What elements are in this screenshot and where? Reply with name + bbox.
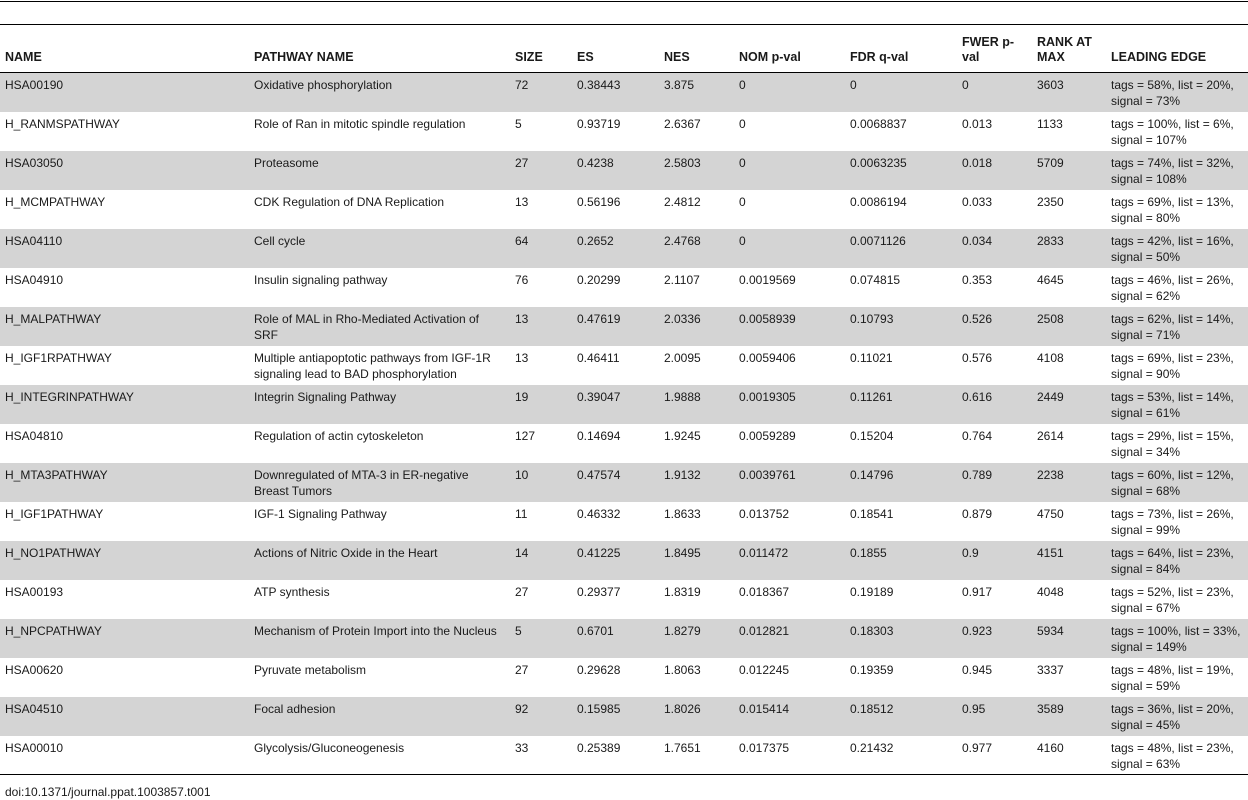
fwer-pval-cell: 0.616 bbox=[962, 389, 993, 404]
es-cell: 0.4238 bbox=[577, 155, 614, 170]
es-cell: 0.46411 bbox=[577, 350, 620, 365]
pathway-name-cell: IGF-1 Signaling Pathway bbox=[254, 506, 387, 521]
fwer-pval-cell: 0.526 bbox=[962, 311, 993, 326]
size-cell: 19 bbox=[515, 389, 529, 404]
es-cell: 0.38443 bbox=[577, 78, 621, 92]
nom-pval-cell: 0.015414 bbox=[739, 701, 790, 716]
nes-cell: 2.5803 bbox=[664, 155, 701, 170]
rank-at-max-cell: 2449 bbox=[1037, 389, 1064, 404]
es-cell: 0.15985 bbox=[577, 701, 621, 716]
es-cell: 0.46332 bbox=[577, 506, 621, 521]
nes-cell: 1.8319 bbox=[664, 584, 701, 599]
nom-pval-cell: 0 bbox=[739, 233, 746, 248]
nes-cell: 2.6367 bbox=[664, 116, 701, 131]
nes-cell: 1.8063 bbox=[664, 662, 701, 677]
nes-cell: 1.8026 bbox=[664, 701, 701, 716]
es-cell: 0.47619 bbox=[577, 311, 621, 326]
nom-pval-cell: 0 bbox=[739, 194, 746, 209]
name-cell: HSA00010 bbox=[0, 736, 249, 775]
name-cell: H_INTEGRINPATHWAY bbox=[5, 389, 134, 404]
table-row bbox=[0, 112, 1248, 151]
fdr-qval-cell: 0.18303 bbox=[850, 623, 894, 638]
fdr-qval-cell: 0.15204 bbox=[850, 428, 894, 443]
size-cell: 72 bbox=[515, 78, 529, 92]
rank-at-max-cell: 2350 bbox=[1037, 194, 1064, 209]
table-doi-caption: doi:10.1371/journal.ppat.1003857.t001 bbox=[5, 785, 211, 799]
leading-edge-cell: tags = 46%, list = 26%, signal = 62% bbox=[1111, 272, 1234, 303]
col-header-nom-pval: NOM p-val bbox=[734, 25, 845, 73]
table-row bbox=[0, 697, 1248, 736]
es-cell: 0.2652 bbox=[577, 233, 614, 248]
leading-edge-cell: tags = 48%, list = 23%, signal = 63% bbox=[1106, 736, 1248, 775]
fwer-pval-cell: 0.018 bbox=[962, 155, 993, 170]
col-header-name: NAME bbox=[0, 25, 249, 73]
pathway-name-cell: Regulation of actin cytoskeleton bbox=[254, 428, 424, 443]
leading-edge-cell: tags = 42%, list = 16%, signal = 50% bbox=[1111, 233, 1234, 264]
fwer-pval-cell: 0.789 bbox=[962, 467, 993, 482]
pathway-name-cell: Actions of Nitric Oxide in the Heart bbox=[254, 545, 438, 560]
nom-pval-cell: 0.013752 bbox=[739, 506, 790, 521]
nes-cell: 2.0336 bbox=[664, 311, 701, 326]
table-row bbox=[0, 658, 1248, 697]
pathway-name-cell: Integrin Signaling Pathway bbox=[254, 389, 397, 404]
size-cell: 33 bbox=[510, 736, 572, 775]
table-row bbox=[0, 229, 1248, 268]
fdr-qval-cell: 0.10793 bbox=[850, 311, 894, 326]
size-cell: 127 bbox=[515, 428, 536, 443]
size-cell: 10 bbox=[515, 467, 529, 482]
nom-pval-cell: 0.0059406 bbox=[739, 350, 796, 365]
size-cell: 27 bbox=[515, 155, 529, 170]
rank-at-max-cell: 2833 bbox=[1037, 233, 1064, 248]
pathway-name-cell: Pyruvate metabolism bbox=[254, 662, 367, 677]
fdr-qval-cell: 0.0071126 bbox=[850, 233, 906, 248]
results-table-container bbox=[0, 24, 1248, 775]
name-cell: HSA00193 bbox=[5, 584, 64, 599]
rank-at-max-cell: 4645 bbox=[1037, 272, 1064, 287]
nes-cell: 1.9245 bbox=[664, 428, 701, 443]
pathway-name-cell: Downregulated of MTA-3 in ER-negative Breast Tumors bbox=[254, 467, 469, 498]
leading-edge-cell: tags = 64%, list = 23%, signal = 84% bbox=[1111, 545, 1234, 576]
fwer-pval-cell: 0.945 bbox=[962, 662, 993, 677]
rank-at-max-cell: 2508 bbox=[1037, 311, 1064, 326]
name-cell: H_MTA3PATHWAY bbox=[5, 467, 108, 482]
fwer-pval-cell: 0.353 bbox=[962, 272, 993, 287]
leading-edge-cell: tags = 36%, list = 20%, signal = 45% bbox=[1111, 701, 1234, 732]
col-header-nes: NES bbox=[659, 25, 734, 73]
name-cell: HSA00620 bbox=[5, 662, 64, 677]
name-cell: H_RANMSPATHWAY bbox=[5, 116, 120, 131]
leading-edge-cell: tags = 48%, list = 19%, signal = 59% bbox=[1111, 662, 1234, 693]
nes-cell: 1.8279 bbox=[664, 623, 701, 638]
es-cell: 0.41225 bbox=[577, 545, 621, 560]
leading-edge-cell: tags = 52%, list = 23%, signal = 67% bbox=[1111, 584, 1234, 615]
nom-pval-cell: 0 bbox=[739, 78, 746, 92]
name-cell: HSA04510 bbox=[5, 701, 64, 716]
leading-edge-cell: tags = 69%, list = 23%, signal = 90% bbox=[1111, 350, 1234, 381]
rank-at-max-cell: 4151 bbox=[1037, 545, 1064, 560]
fdr-qval-cell: 0.18541 bbox=[850, 506, 894, 521]
name-cell: HSA03050 bbox=[5, 155, 64, 170]
fdr-qval-cell: 0.074815 bbox=[850, 272, 901, 287]
size-cell: 92 bbox=[515, 701, 529, 716]
fwer-pval-cell: 0.9 bbox=[962, 545, 979, 560]
nom-pval-cell: 0.011472 bbox=[739, 545, 789, 560]
table-row bbox=[0, 73, 1248, 112]
fdr-qval-cell: 0.0063235 bbox=[850, 155, 907, 170]
es-cell: 0.20299 bbox=[577, 272, 621, 287]
rank-at-max-cell: 3603 bbox=[1037, 78, 1064, 92]
pathway-name-cell: Multiple antiapoptotic pathways from IGF-1R signaling lead to BAD phosphorylation bbox=[254, 350, 491, 381]
rank-at-max-cell: 2238 bbox=[1037, 467, 1064, 482]
size-cell: 76 bbox=[515, 272, 529, 287]
name-cell: H_IGF1RPATHWAY bbox=[5, 350, 112, 365]
name-cell: HSA04910 bbox=[5, 272, 64, 287]
nom-pval-cell: 0.012821 bbox=[739, 623, 790, 638]
size-cell: 27 bbox=[515, 584, 529, 599]
fwer-pval-cell: 0.034 bbox=[962, 233, 993, 248]
fwer-pval-cell: 0.923 bbox=[962, 623, 993, 638]
rank-at-max-cell: 4750 bbox=[1037, 506, 1064, 521]
es-cell: 0.14694 bbox=[577, 428, 621, 443]
fdr-qval-cell: 0 bbox=[850, 78, 857, 92]
size-cell: 11 bbox=[515, 506, 528, 521]
name-cell: H_MALPATHWAY bbox=[5, 311, 102, 326]
nom-pval-cell: 0 bbox=[739, 155, 746, 170]
size-cell: 5 bbox=[515, 116, 522, 131]
es-cell: 0.39047 bbox=[577, 389, 621, 404]
rank-at-max-cell: 4108 bbox=[1037, 350, 1064, 365]
rank-at-max-cell: 5709 bbox=[1037, 155, 1064, 170]
rank-at-max-cell: 2614 bbox=[1037, 428, 1064, 443]
nom-pval-cell: 0.017375 bbox=[734, 736, 845, 775]
nom-pval-cell: 0.0058939 bbox=[739, 311, 796, 326]
es-cell: 0.29628 bbox=[577, 662, 621, 677]
header-row bbox=[0, 25, 1248, 73]
table-row bbox=[0, 307, 1248, 346]
pathway-name-cell: CDK Regulation of DNA Replication bbox=[254, 194, 445, 209]
rank-at-max-cell: 5934 bbox=[1037, 623, 1064, 638]
size-cell: 13 bbox=[515, 311, 529, 326]
table-body bbox=[0, 73, 1248, 775]
size-cell: 13 bbox=[515, 350, 529, 365]
table-row bbox=[0, 151, 1248, 190]
fwer-pval-cell: 0.576 bbox=[962, 350, 993, 365]
es-cell: 0.56196 bbox=[577, 194, 621, 209]
nes-cell: 1.8633 bbox=[664, 506, 701, 521]
col-header-es: ES bbox=[572, 25, 659, 73]
nom-pval-cell: 0.0019569 bbox=[739, 272, 796, 287]
rank-at-max-cell: 4160 bbox=[1032, 736, 1106, 775]
table-row bbox=[0, 268, 1248, 307]
rank-at-max-cell: 4048 bbox=[1037, 584, 1064, 599]
es-cell: 0.29377 bbox=[577, 584, 621, 599]
fdr-qval-cell: 0.0068837 bbox=[850, 116, 907, 131]
name-cell: H_MCMPATHWAY bbox=[5, 194, 106, 209]
nom-pval-cell: 0 bbox=[739, 116, 746, 131]
pathway-name-cell: ATP synthesis bbox=[254, 584, 330, 599]
gsea-results-table bbox=[0, 24, 1248, 775]
fwer-pval-cell: 0.917 bbox=[962, 584, 993, 599]
nes-cell: 2.0095 bbox=[664, 350, 701, 365]
table-header bbox=[0, 25, 1248, 73]
nes-cell: 2.4768 bbox=[664, 233, 701, 248]
es-cell: 0.6701 bbox=[577, 623, 614, 638]
nes-cell: 2.1107 bbox=[664, 272, 700, 287]
table-row bbox=[0, 580, 1248, 619]
table-row bbox=[0, 463, 1248, 502]
fwer-pval-cell: 0.977 bbox=[957, 736, 1032, 775]
col-header-rank-at-max: RANK AT MAX bbox=[1032, 25, 1106, 73]
fdr-qval-cell: 0.11261 bbox=[850, 389, 893, 404]
fwer-pval-cell: 0 bbox=[962, 78, 969, 92]
name-cell: H_NPCPATHWAY bbox=[5, 623, 102, 638]
leading-edge-cell: tags = 100%, list = 33%, signal = 149% bbox=[1111, 623, 1241, 654]
name-cell: HSA04810 bbox=[5, 428, 64, 443]
size-cell: 64 bbox=[515, 233, 529, 248]
size-cell: 5 bbox=[515, 623, 522, 638]
pathway-name-cell: Cell cycle bbox=[254, 233, 306, 248]
col-header-size: SIZE bbox=[510, 25, 572, 73]
fwer-pval-cell: 0.764 bbox=[962, 428, 993, 443]
name-cell: H_IGF1PATHWAY bbox=[5, 506, 104, 521]
nes-cell: 1.7651 bbox=[659, 736, 734, 775]
size-cell: 27 bbox=[515, 662, 529, 677]
pathway-name-cell: Role of Ran in mitotic spindle regulation bbox=[254, 116, 466, 131]
pathway-name-cell: Role of MAL in Rho-Mediated Activation of SRF bbox=[254, 311, 480, 342]
leading-edge-cell: tags = 100%, list = 6%, signal = 107% bbox=[1111, 116, 1234, 147]
fdr-qval-cell: 0.14796 bbox=[850, 467, 894, 482]
leading-edge-cell: tags = 29%, list = 15%, signal = 34% bbox=[1111, 428, 1234, 459]
pathway-name-cell: Mechanism of Protein Import into the Nucleus bbox=[254, 623, 497, 638]
leading-edge-cell: tags = 73%, list = 26%, signal = 99% bbox=[1111, 506, 1234, 537]
es-cell: 0.25389 bbox=[572, 736, 659, 775]
leading-edge-cell: tags = 62%, list = 14%, signal = 71% bbox=[1111, 311, 1234, 342]
pathway-name-cell: Oxidative phosphorylation bbox=[254, 78, 393, 92]
fwer-pval-cell: 0.013 bbox=[962, 116, 993, 131]
nom-pval-cell: 0.012245 bbox=[739, 662, 790, 677]
es-cell: 0.93719 bbox=[577, 116, 621, 131]
table-row bbox=[0, 385, 1248, 424]
col-header-fdr-qval: FDR q-val bbox=[845, 25, 957, 73]
fdr-qval-cell: 0.19359 bbox=[850, 662, 894, 677]
name-cell: HSA04110 bbox=[5, 233, 63, 248]
nom-pval-cell: 0.0019305 bbox=[739, 389, 796, 404]
leading-edge-cell: tags = 58%, list = 20%, signal = 73% bbox=[1111, 78, 1234, 108]
table-row bbox=[0, 619, 1248, 658]
fdr-qval-cell: 0.11021 bbox=[850, 350, 893, 365]
nes-cell: 2.4812 bbox=[664, 194, 701, 209]
table-row bbox=[0, 424, 1248, 463]
fwer-pval-cell: 0.95 bbox=[962, 701, 986, 716]
col-header-fwer-pval: FWER p-val bbox=[957, 25, 1032, 73]
size-cell: 14 bbox=[515, 545, 529, 560]
table-row bbox=[0, 346, 1248, 385]
nom-pval-cell: 0.0059289 bbox=[739, 428, 796, 443]
table-row bbox=[0, 541, 1248, 580]
nes-cell: 1.9132 bbox=[664, 467, 701, 482]
nom-pval-cell: 0.018367 bbox=[739, 584, 790, 599]
fdr-qval-cell: 0.19189 bbox=[850, 584, 894, 599]
rank-at-max-cell: 1133 bbox=[1037, 116, 1063, 131]
size-cell: 13 bbox=[515, 194, 529, 209]
fdr-qval-cell: 0.21432 bbox=[845, 736, 957, 775]
leading-edge-cell: tags = 69%, list = 13%, signal = 80% bbox=[1111, 194, 1234, 225]
pathway-name-cell: Focal adhesion bbox=[254, 701, 336, 716]
es-cell: 0.47574 bbox=[577, 467, 621, 482]
leading-edge-cell: tags = 53%, list = 14%, signal = 61% bbox=[1111, 389, 1234, 420]
pathway-name-cell: Insulin signaling pathway bbox=[254, 272, 388, 287]
top-rule bbox=[0, 1, 1248, 2]
nes-cell: 1.8495 bbox=[664, 545, 701, 560]
pathway-name-cell: Proteasome bbox=[254, 155, 319, 170]
fwer-pval-cell: 0.879 bbox=[962, 506, 993, 521]
fdr-qval-cell: 0.18512 bbox=[850, 701, 894, 716]
fdr-qval-cell: 0.1855 bbox=[850, 545, 887, 560]
table-row bbox=[0, 736, 1248, 775]
col-header-leading-edge: LEADING EDGE bbox=[1106, 25, 1248, 73]
table-row bbox=[0, 190, 1248, 229]
rank-at-max-cell: 3589 bbox=[1037, 701, 1064, 716]
col-header-pathway-name: PATHWAY NAME bbox=[249, 25, 510, 73]
fdr-qval-cell: 0.0086194 bbox=[850, 194, 907, 209]
rank-at-max-cell: 3337 bbox=[1037, 662, 1064, 677]
name-cell: H_NO1PATHWAY bbox=[5, 545, 102, 560]
pathway-name-cell: Glycolysis/Gluconeogenesis bbox=[249, 736, 510, 775]
nom-pval-cell: 0.0039761 bbox=[739, 467, 796, 482]
table-row bbox=[0, 502, 1248, 541]
nes-cell: 1.9888 bbox=[664, 389, 701, 404]
nes-cell: 3.875 bbox=[664, 78, 695, 92]
leading-edge-cell: tags = 74%, list = 32%, signal = 108% bbox=[1111, 155, 1234, 186]
fwer-pval-cell: 0.033 bbox=[962, 194, 993, 209]
name-cell: HSA00190 bbox=[5, 78, 64, 92]
leading-edge-cell: tags = 60%, list = 12%, signal = 68% bbox=[1111, 467, 1234, 498]
